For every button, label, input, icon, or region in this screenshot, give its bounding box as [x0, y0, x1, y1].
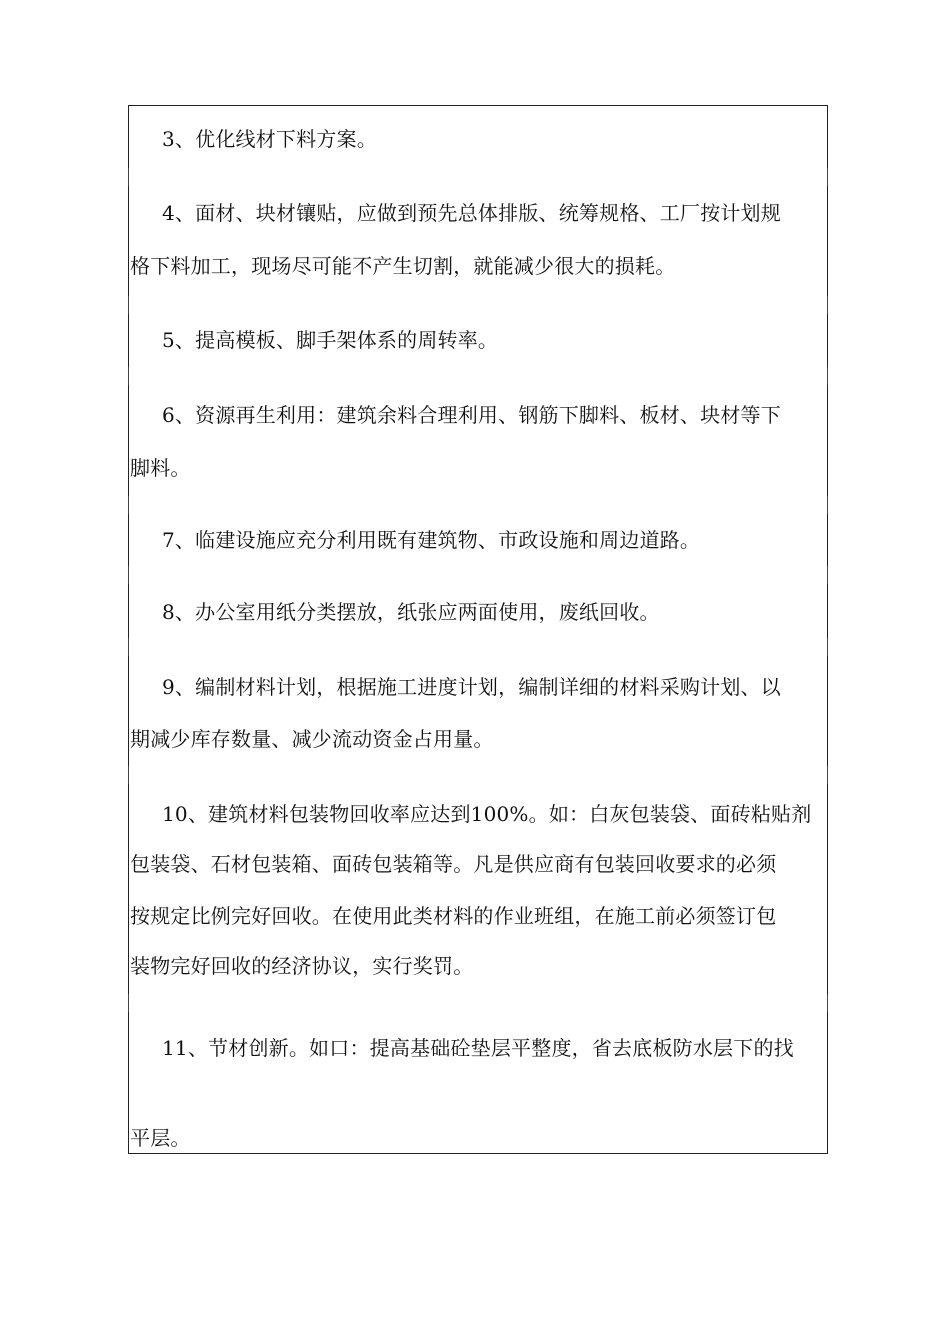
item-9-line-1: 9、编制材料计划，根据施工进度计划，编制详细的材料采购计划、以: [162, 675, 781, 699]
item-6-line-1: 6、资源再生利用：建筑余料合理利用、钢筋下脚料、板材、块材等下: [162, 403, 781, 427]
item-10-line-1: 10、建筑材料包装物回收率应达到100%。如：白灰包装袋、面砖粘贴剂: [162, 802, 812, 826]
row-divider-mark: [827, 638, 828, 656]
item-5-line-1: 5、提高模板、脚手架体系的周转率。: [162, 328, 499, 352]
item-10-line-3: 按规定比例完好回收。在使用此类材料的作业班组，在施工前必须签订包: [130, 904, 777, 928]
row-divider-mark: [827, 994, 828, 1012]
item-11-line-1: 11、节材创新。如口：提高基础砼垫层平整度，省去底板防水层下的找: [162, 1036, 794, 1060]
row-divider-mark: [128, 367, 129, 385]
row-divider-mark: [128, 566, 129, 584]
row-divider-mark: [827, 296, 828, 314]
row-divider-mark: [827, 566, 828, 584]
item-8-line-1: 8、办公室用纸分类摆放，纸张应两面使用，废纸回收。: [162, 600, 660, 624]
row-divider-mark: [128, 766, 129, 784]
row-divider-mark: [827, 496, 828, 514]
item-3-line-1: 3、优化线材下料方案。: [162, 127, 377, 151]
item-10-line-4: 装物完好回收的经济协议，实行奖罚。: [130, 954, 474, 978]
row-divider-mark: [128, 296, 129, 314]
row-divider-mark: [128, 496, 129, 514]
row-divider-mark: [128, 168, 129, 186]
item-10-line-2: 包装袋、石材包装箱、面砖包装箱等。凡是供应商有包装回收要求的必须: [130, 852, 777, 876]
item-9-line-2: 期减少库存数量、减少流动资金占用量。: [130, 727, 494, 751]
row-divider-mark: [827, 766, 828, 784]
row-divider-mark: [128, 994, 129, 1012]
row-divider-mark: [827, 367, 828, 385]
item-6-line-2: 脚料。: [130, 456, 191, 480]
item-7-line-1: 7、临建设施应充分利用既有建筑物、市政设施和周边道路。: [162, 528, 701, 552]
row-divider-mark: [128, 638, 129, 656]
row-divider-mark: [827, 168, 828, 186]
item-4-line-1: 4、面材、块材镶贴，应做到预先总体排版、统筹规格、工厂按计划规: [162, 201, 781, 225]
item-11-line-2: 平层。: [130, 1126, 191, 1150]
item-4-line-2: 格下料加工，现场尽可能不产生切割，就能减少很大的损耗。: [130, 254, 676, 278]
